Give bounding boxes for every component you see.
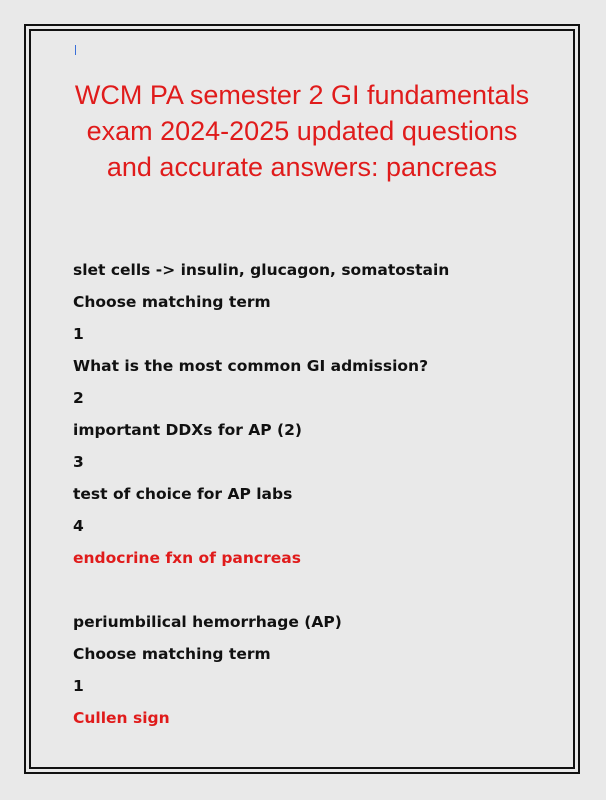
option-number: 2 (73, 389, 84, 407)
answer-line: endocrine fxn of pancreas (73, 549, 301, 567)
option-number: 3 (73, 453, 84, 471)
option-line: important DDXs for AP (2) (73, 421, 303, 439)
answer-line: Cullen sign (73, 709, 170, 727)
option-number: 1 (73, 677, 84, 695)
option-line: What is the most common GI admission? (73, 357, 429, 375)
question-line: slet cells -> insulin, glucagon, somatostain (73, 261, 450, 279)
option-number: 1 (73, 325, 84, 343)
text-cursor-icon (75, 45, 76, 55)
prompt-line: Choose matching term (73, 293, 271, 311)
page-border-inner (29, 29, 575, 769)
option-line: test of choice for AP labs (73, 485, 293, 503)
spacer (73, 579, 553, 611)
page-border-outer (24, 24, 580, 774)
prompt-line: Choose matching term (73, 645, 271, 663)
option-number: 4 (73, 517, 84, 535)
question-line: periumbilical hemorrhage (AP) (73, 613, 342, 631)
document-body (73, 259, 553, 739)
document-title: WCM PA semester 2 GI fundamentals exam 2024-2025 updated questions and accurate answers: pancreas (74, 80, 530, 182)
